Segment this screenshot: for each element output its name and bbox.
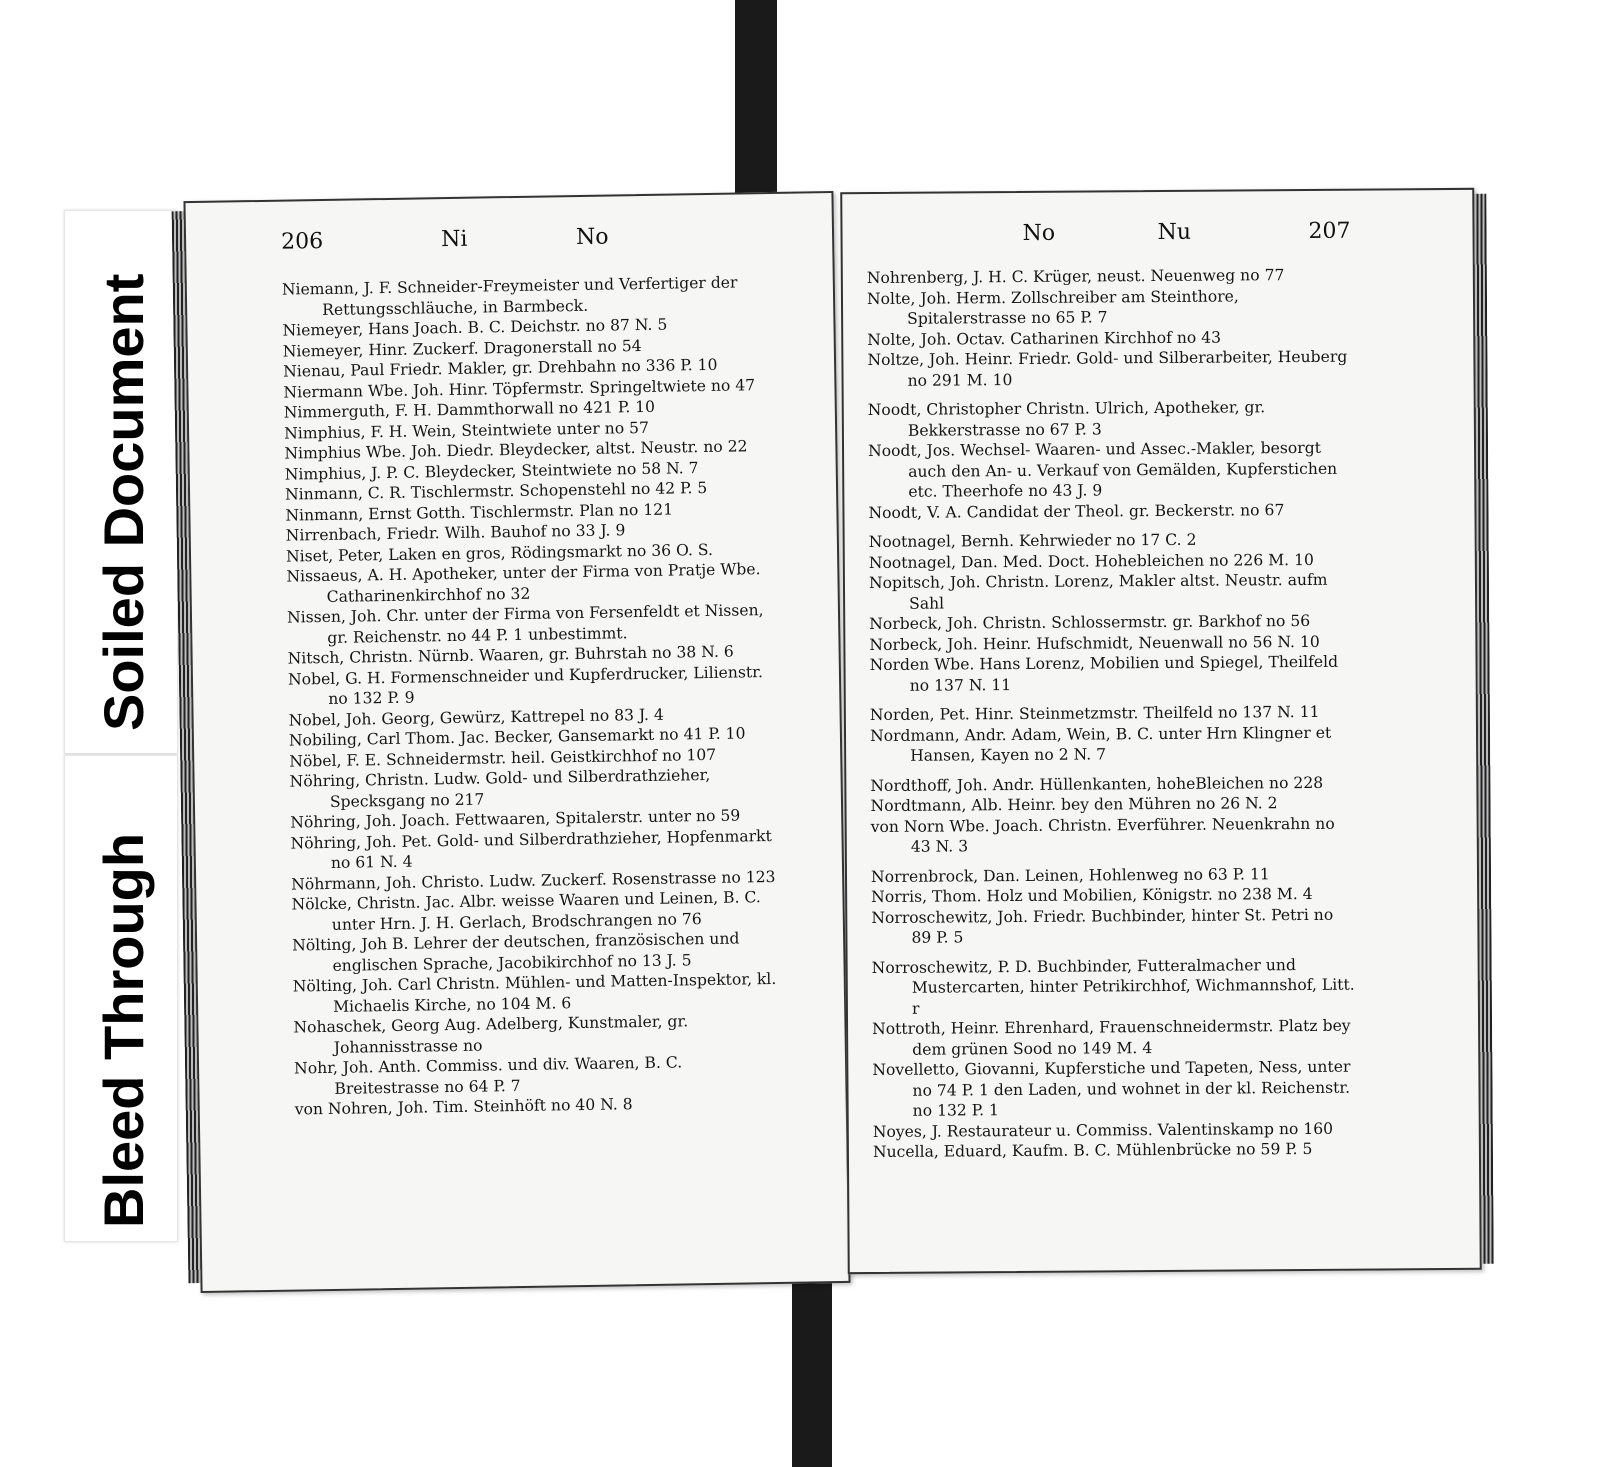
left-page-header <box>186 221 833 271</box>
directory-entry: Nootnagel, Dan. Med. Doct. Hohebleichen no 226 M. 10 <box>868 550 1314 572</box>
directory-entry: Nopitsch, Joh. Christn. Lorenz, Makler altst. Neustr. aufm Sahl <box>868 570 1328 613</box>
directory-entry: Nölting, Joh. Carl Christn. Mühlen- und Matten-Inspektor, kl. Michaelis Kirche, no 104 M. 6 <box>292 969 777 1016</box>
right-page <box>840 188 1482 1274</box>
directory-entry: Nohr, Joh. Anth. Commiss. und div. Waaren, B. C. Breitestrasse no 64 P. 7 <box>293 1053 683 1098</box>
directory-entry: Nottroth, Heinr. Ehrenhard, Frauenschneidermstr. Platz bey dem grünen Sood no 149 M. 4 <box>872 1016 1351 1059</box>
right-header-right: Nu <box>1157 219 1192 246</box>
directory-entry: Nöhring, Joh. Pet. Gold- und Silberdrathzieher, Hopfenmarkt no 61 N. 4 <box>290 826 772 872</box>
directory-entry: Nootnagel, Bernh. Kehrwieder no 17 C. 2 <box>868 530 1197 552</box>
directory-entry: Nucella, Eduard, Kaufm. B. C. Mühlenbrücke no 59 P. 5 <box>872 1139 1313 1162</box>
directory-entry: Nöhring, Christn. Ludw. Gold- und Silberdrathzieher, Specksgang no 217 <box>289 765 711 811</box>
directory-entry: Nirrenbach, Friedr. Wilh. Bauhof no 33 J. 9 <box>285 521 626 545</box>
directory-entry: Nordthoff, Joh. Andr. Hüllenkanten, hoheBleichen no 228 <box>870 773 1324 795</box>
directory-entry: Nölting, Joh B. Lehrer der deutschen, französischen und englischen Sprache, Jacobikirchhof no 13 J. 5 <box>292 929 740 975</box>
directory-entry: Norrenbrock, Dan. Leinen, Hohlenweg no 63 P. 11 <box>870 864 1270 886</box>
directory-entry: Noltze, Joh. Heinr. Friedr. Gold- und Silberarbeiter, Heuberg no 291 M. 10 <box>867 347 1348 390</box>
left-header-left: Ni <box>440 226 468 253</box>
directory-entry: Ninmann, Ernst Gotth. Tischlermstr. Plan no 121 <box>285 500 674 525</box>
directory-entry: Ninmann, C. R. Tischlermstr. Schopenstehl no 42 P. 5 <box>284 478 708 504</box>
directory-entry: Norden Wbe. Hans Lorenz, Mobilien und Spiegel, Theilfeld no 137 N. 11 <box>869 652 1339 695</box>
directory-entry: Noodt, Christopher Christn. Ulrich, Apotheker, gr. Bekkerstrasse no 67 P. 3 <box>867 398 1266 440</box>
directory-entry: Niemeyer, Hinr. Zuckerf. Dragonerstall no 54 <box>282 336 642 361</box>
directory-entry: Nimphius, J. P. C. Bleydecker, Steintwiete no 58 N. 7 <box>284 458 699 484</box>
directory-entry: Norroschewitz, Joh. Friedr. Buchbinder, hinter St. Petri no 89 P. 5 <box>871 905 1334 947</box>
directory-entry: Nimphius, F. H. Wein, Steintwiete unter no 57 <box>283 418 650 443</box>
directory-entry: Noyes, J. Restaurateur u. Commiss. Valentinskamp no 160 <box>872 1119 1334 1141</box>
right-page-number: 207 <box>1308 218 1351 244</box>
directory-entry: Nolte, Joh. Octav. Catharinen Kirchhof no 43 <box>867 328 1222 349</box>
directory-entry: Norbeck, Joh. Christn. Schlossermstr. gr. Barkhof no 56 <box>869 611 1311 634</box>
directory-entry: Nölcke, Christn. Jac. Albr. weisse Waaren und Leinen, B. C. unter Hrn. J. H. Gerlach, Brodschrangen no 76 <box>291 888 761 934</box>
directory-entry: Nimphius Wbe. Joh. Diedr. Bleydecker, altst. Neustr. no 22 <box>284 437 748 463</box>
directory-entry: Nohaschek, Georg Aug. Adelberg, Kunstmaler, gr. Johannisstrasse no <box>293 1012 689 1057</box>
directory-entry: Norbeck, Joh. Heinr. Hufschmidt, Neuenwall no 56 N. 10 <box>869 632 1320 654</box>
directory-entry: Noodt, V. A. Candidat der Theol. gr. Beckerstr. no 67 <box>868 500 1285 522</box>
directory-entry: Niermann Wbe. Joh. Hinr. Töpfermstr. Springeltwiete no 47 <box>283 375 756 402</box>
left-page <box>183 191 850 1293</box>
right-entry-list <box>867 265 1358 1163</box>
soiled-document-text: Soiled Document <box>92 273 155 731</box>
directory-entry: Nohrenberg, J. H. C. Krüger, neust. Neuenweg no 77 <box>866 266 1285 288</box>
directory-entry: Niset, Peter, Laken en gros, Rödingsmarkt no 36 O. S. <box>285 540 714 566</box>
directory-entry: Niemeyer, Hans Joach. B. C. Deichstr. no 87 N. 5 <box>282 315 668 340</box>
left-entry-list <box>282 272 787 1120</box>
directory-entry: Nobel, G. H. Formenschneider und Kupferdrucker, Lilienstr. no 132 P. 9 <box>287 662 763 708</box>
directory-entry: Nordtmann, Alb. Heinr. bey den Mühren no 26 N. 2 <box>870 794 1278 816</box>
directory-entry: Nitsch, Christn. Nürnb. Waaren, gr. Buhrstah no 38 N. 6 <box>287 642 734 668</box>
directory-entry: Niemann, J. F. Schneider-Freymeister und Verfertiger der Rettungsschläuche, in Barmbeck. <box>281 273 738 319</box>
directory-entry: Nissaeus, A. H. Apotheker, unter der Firma von Pratje Wbe. Catharinenkirchhof no 32 <box>286 560 761 606</box>
directory-entry: Nöbel, F. E. Schneidermstr. heil. Geistkirchhof no 107 <box>289 745 717 771</box>
directory-entry: Nobiling, Carl Thom. Jac. Becker, Gansemarkt no 41 P. 10 <box>288 724 746 750</box>
directory-entry: Noodt, Jos. Wechsel- Waaren- und Assec.-Makler, besorgt auch den An- u. Verkauf von Gemälden, Kupferstichen etc. Theerhofe no 43 J. 9 <box>867 438 1338 501</box>
directory-entry: Nöhring, Joh. Joach. Fettwaaren, Spitalerstr. unter no 59 <box>290 806 741 832</box>
directory-entry: Nobel, Joh. Georg, Gewürz, Kattrepel no 83 J. 4 <box>288 705 664 730</box>
left-header-right: No <box>575 224 609 251</box>
directory-entry: Nöhrmann, Joh. Christo. Ludw. Zuckerf. Rosenstrasse no 123 <box>291 867 776 894</box>
directory-entry: Nolte, Joh. Herm. Zollschreiber am Steinthore, Spitalerstrasse no 65 P. 7 <box>866 286 1239 328</box>
left-page-number: 206 <box>280 228 324 255</box>
spine-tab-top <box>735 0 777 198</box>
directory-entry: Norroschewitz, P. D. Buchbinder, Futteralmacher und Mustercarten, hinter Petrikirchhof, Wichmannshof, Litt. r <box>871 955 1355 1018</box>
directory-entry: Nissen, Joh. Chr. unter der Firma von Fersenfeldt et Nissen, gr. Reichenstr. no 44 P. 1 unbestimmt. <box>286 601 764 647</box>
spine-tab-bottom <box>792 1282 832 1467</box>
directory-entry: Nimmerguth, F. H. Dammthorwall no 421 P. 10 <box>283 397 656 422</box>
bleed-through-label <box>64 755 178 1242</box>
directory-entry: von Nohren, Joh. Tim. Steinhöft no 40 N. 8 <box>294 1095 633 1119</box>
right-page-header <box>842 218 1472 262</box>
bleed-through-text: Bleed Through <box>92 832 155 1228</box>
directory-entry: Norris, Thom. Holz und Mobilien, Königstr. no 238 M. 4 <box>871 884 1313 907</box>
directory-entry: Norden, Pet. Hinr. Steinmetzmstr. Theilfeld no 137 N. 11 <box>869 702 1320 725</box>
directory-entry: Nienau, Paul Friedr. Makler, gr. Drehbahn no 336 P. 10 <box>283 355 718 381</box>
right-header-left: No <box>1022 220 1056 246</box>
directory-entry: von Norn Wbe. Joach. Christn. Everführer. Neuenkrahn no 43 N. 3 <box>870 814 1335 856</box>
directory-entry: Novelletto, Giovanni, Kupferstiche und Tapeten, Ness, unter no 74 P. 1 den Laden, und wohnet in der kl. Reichenstr. no 132 P. 1 <box>872 1057 1351 1120</box>
soiled-document-label <box>64 210 178 754</box>
directory-entry: Nordmann, Andr. Adam, Wein, B. C. unter Hrn Klingner et Hansen, Kayen no 2 N. 7 <box>869 723 1332 765</box>
